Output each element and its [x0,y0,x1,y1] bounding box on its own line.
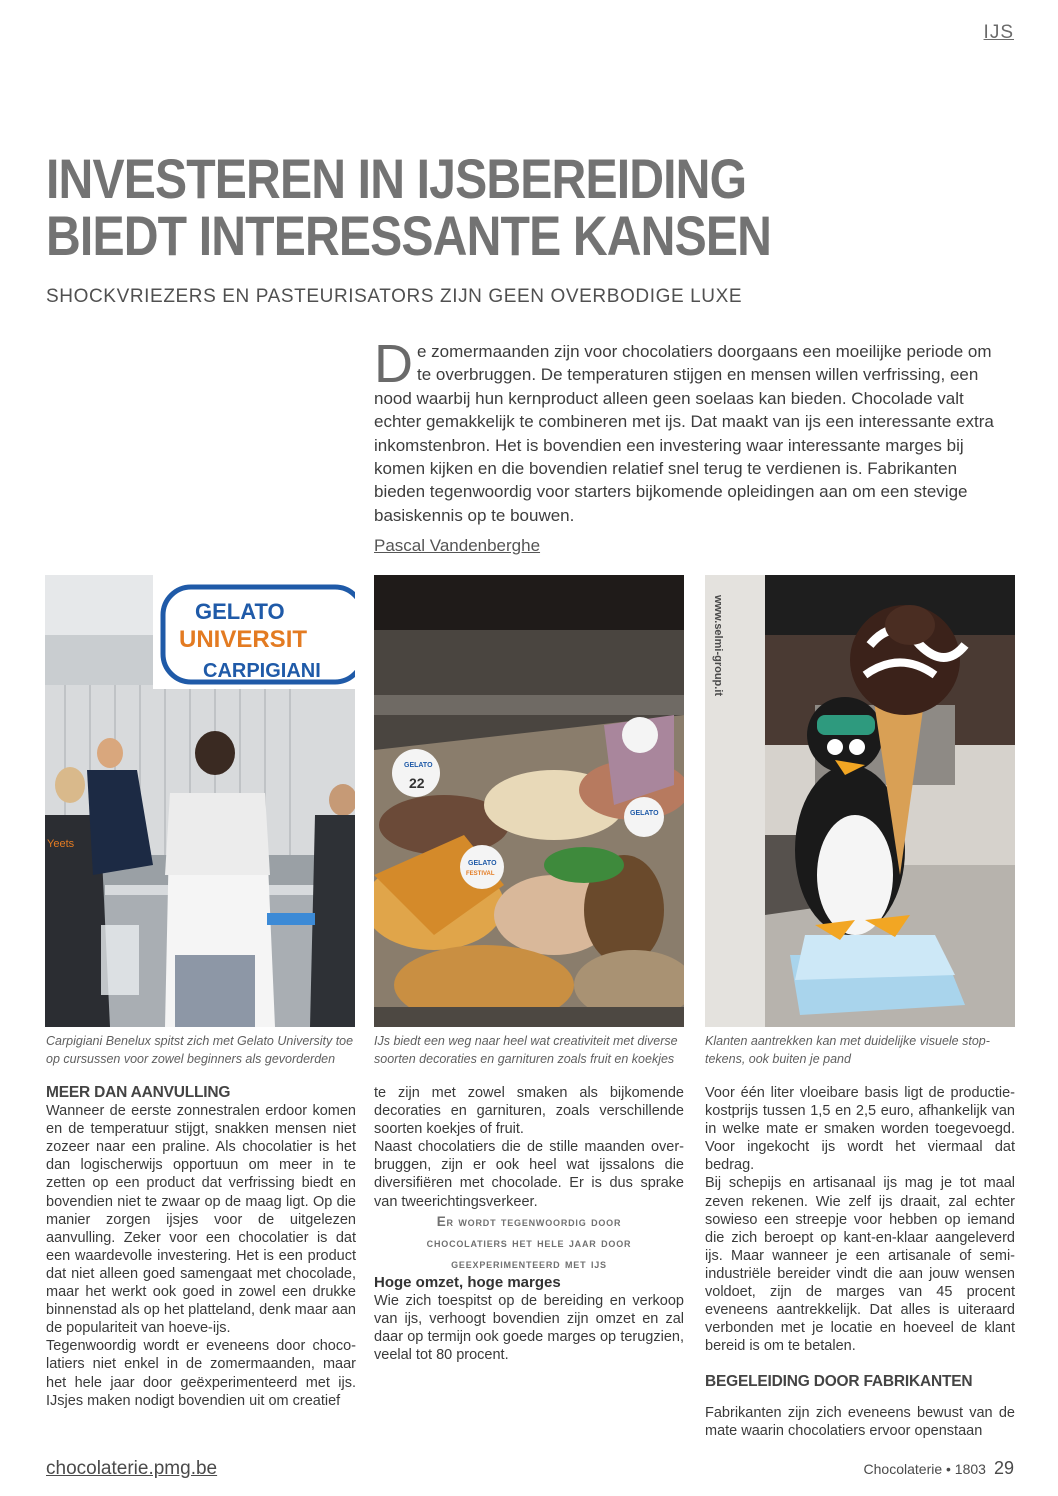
sign-text-2: UNIVERSIT [179,626,308,653]
section-tag: IJS [983,22,1014,43]
drop-cap: D [374,334,413,394]
pull-quote: Er wordt tegenwoordig door chocolatiers het hele jaar door geexperimenteerd met ijs [426,1213,632,1271]
article-title [46,147,820,267]
tag-line-1c: GELATO [630,810,659,817]
paragraph: Fabrikanten zijn zich eveneens bewust van de mate waarin chocolatiers ervoor openstaan [705,1404,1015,1439]
sign-text-3: CARPIGIANI [203,660,321,682]
paragraph: Bij schepijs en artisanaal ijs mag je tot maal zeven rekenen. Wie zelf ijs draait, zal echter sowieso een streepje voor hebben op iemand die zich beroept op kant-en-klaar aangeleverd ijs. Maar wanneer je een artisanale of semi-industriële bereider vindt die aan jouw wensen voldoet, zijn de marges van 45 procent eveneens aantrekkelijk. Dat alles is uiteraard verbonden met je locatie en hoeveel de klant bereid is om te betalen. [705,1175,1015,1355]
page-number: 29 [993,1458,1014,1478]
paragraph: Wie zich toespitst op de bereiding en verkoop van ijs, verhoogt bovendien zijn omzet en zal daar op termijn ook goede marges op terugzien, veelal tot 80 procent. [374,1292,684,1364]
photo-gelato-university [45,575,355,1027]
photo-penguin-statue [705,575,1015,1027]
caption-photo-3: Klanten aantrekken kan met duidelijke visuele stop-tekens, ook buiten je pand [705,1034,990,1066]
classroom-image [45,575,355,1027]
subheading-hoge-omzet: Hoge omzet, hoge marges [374,1273,561,1291]
article-subtitle: SHOCKVRIEZERS EN PASTEURISATORS ZIJN GEEN OVERBODIGE LUXE [46,286,743,307]
gelato-display-image [374,575,684,1027]
paragraph: Wanneer de eerste zonnestralen erdoor komen en de temperatuur stijgt, snakken mensen niet zozeer naar een praline. Als chocolatier is het dan logischerwijs opportuun om meer in te zetten op een product dat verfrissing biedt en bovendien niet te zwaar op de maag ligt. Op die manier zorgen ijsjes voor de uitgelezen aanvulling. Zeker voor een chocolatier is dat een waardevolle investering. Het is een product dat niet alleen goed samengaat met chocolade, maar het werkt ook goed in zowel een drukke binnenstad als op het platteland, denk maar aan de populariteit van hoeve-ijs. [46,1103,356,1337]
apron-text: Yeets [47,838,75,850]
title-line-2: BIEDT INTERESSANTE KANSEN [46,204,772,267]
intro-paragraph [374,334,1002,527]
paragraph: Tegenwoordig wordt er eveneens door chocolatiers niet enkel in de zomermaanden, maar het hele jaar door geëxperimenteerd met ijs. IJsjes maken nodigt bovendien uit om creatief [46,1338,356,1409]
title-line-1: INVESTEREN IN IJSBEREIDING [46,147,747,210]
tag-line-1: GELATO [404,762,433,769]
intro-text: e zomermaanden zijn voor chocolatiers doorgaans een moeilijke periode om te overbruggen. De temperaturen stijgen en mensen willen verfrissing, een nood waarbij hun kernproduct alleen geen soelaas kan bieden. Chocolade valt echter gemakkelijk te combineren met ijs. Dat maakt van ijs een interessante extra inkomstenbron. Het is bovendien een investering waar interessante marges bij komen kijken en die bovendien relatief snel terug te verdienen is. Fabrikanten bieden tegenwoordig voor starters bijkomende opleidingen aan om een stevige basiskennis op te bouwen. [374,342,994,525]
website-link[interactable]: chocolaterie.pmg.be [46,1458,218,1479]
page-footer [864,1458,1014,1479]
body-column-1 [46,1084,356,1410]
paragraph: Voor één liter vloeibare basis ligt de productiekostprijs tussen 1,5 en 2,5 euro, afhankelijk van in welke mate er smaken worden toegevoegd. Voor ingekocht ijs wordt het viermaal dat bedrag. [705,1085,1015,1174]
paragraph: Naast chocolatiers die de stille maanden overbruggen, zijn er ook heel wat ijssalons die diversifiëren met chocolade. Er is dus sprake van tweerichtingsverkeer. [374,1139,684,1210]
photo-gelato-display [374,575,684,1027]
sign-text-1: GELATO [195,599,285,624]
author-link[interactable]: Pascal Vandenberghe [374,536,541,555]
wall-text: www.selmi-group.it [712,595,724,697]
body-column-2 [374,1084,684,1364]
body-column-3 [705,1084,1015,1440]
tag-line-2b: FESTIVAL [466,871,495,877]
tag-line-1b: GELATO [468,860,497,867]
magazine-issue: Chocolaterie • 1803 [863,1461,986,1477]
paragraph: te zijn met zowel smaken als bijkomende decoraties en garnituren, zoals verschillende soorten koekjes of fruit. [374,1085,684,1138]
section-heading-meer-dan-aanvulling: MEER DAN AANVULLING [46,1084,231,1101]
caption-photo-1: Carpigiani Benelux spitst zich met Gelato University toe op cursussen voor zowel beginners als gevorderden [46,1034,354,1066]
section-heading-begeleiding: BEGELEIDING DOOR FABRIKANTEN [705,1373,973,1391]
caption-photo-2: IJs biedt een weg naar heel wat creativiteit met diverse soorten decoraties en garnituren zoals fruit en koekjes [374,1034,678,1066]
penguin-statue-image [705,575,1015,1027]
tag-number: 22 [409,775,425,791]
